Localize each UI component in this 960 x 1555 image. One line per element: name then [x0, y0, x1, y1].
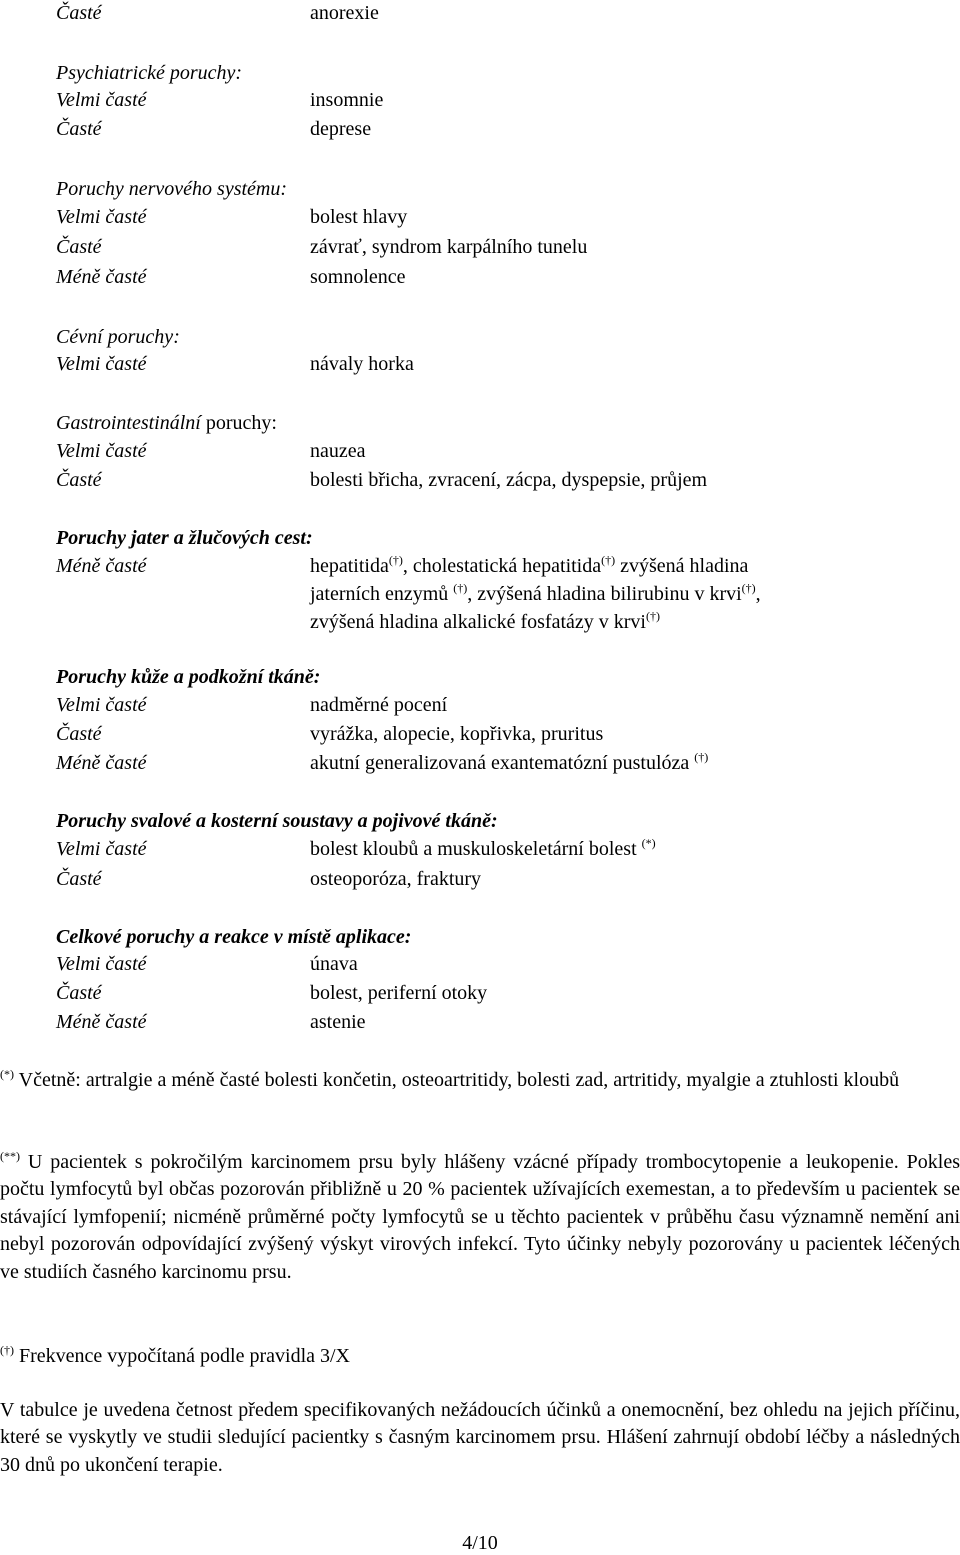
dagger-mark: (†)	[645, 609, 660, 623]
row	[0, 89, 960, 119]
freq-label: Velmi časté	[56, 206, 147, 228]
effect-text: somnolence	[310, 266, 406, 288]
row	[0, 266, 960, 296]
effect-text: anorexie	[310, 2, 379, 24]
row	[0, 1011, 960, 1041]
freq-label: Časté	[56, 236, 102, 258]
freq-label: Časté	[56, 469, 102, 491]
effect-text: bolest hlavy	[310, 206, 408, 228]
row	[0, 953, 960, 983]
effect-text: osteoporóza, fraktury	[310, 868, 482, 890]
row	[0, 555, 960, 585]
section-heading	[0, 926, 960, 956]
effect-text: insomnie	[310, 89, 384, 111]
text-part: akutní generalizovaná exantematózní pustulóza	[310, 752, 695, 774]
dagger-mark: (†)	[388, 553, 403, 567]
footnote-star-text: Včetně: artralgie a méně časté bolesti končetin, osteoartritidy, bolesti zad, artritidy, myalgie a ztuhlosti kloubů	[14, 1069, 900, 1091]
text-part: jaterních enzymů	[310, 583, 454, 605]
row	[0, 723, 960, 753]
section-heading	[0, 412, 960, 442]
footnote-star	[0, 1067, 960, 1094]
freq-label: Časté	[56, 868, 102, 890]
heading-gastro	[56, 412, 277, 435]
effect-text: astenie	[310, 1011, 366, 1033]
star-mark: (*)	[641, 836, 656, 850]
text-part: , cholestatická hepatitida	[402, 555, 602, 577]
freq-label: Velmi časté	[56, 694, 147, 716]
footnote-dstar	[0, 1149, 960, 1286]
freq-label: Méně časté	[56, 1011, 147, 1033]
footnote-dagger-text: Frekvence vypočítaná podle pravidla 3/X	[14, 1345, 350, 1367]
heading-nerv: Poruchy nervového systému:	[56, 178, 288, 200]
freq-label: Velmi časté	[56, 838, 147, 860]
section-heading	[0, 666, 960, 696]
row	[0, 583, 960, 613]
heading-psych: Psychiatrické poruchy:	[56, 62, 243, 84]
heading-celkove: Celkové poruchy a reakce v místě aplikace:	[56, 926, 412, 948]
dagger-mark: (†)	[601, 553, 616, 567]
freq-label: Méně časté	[56, 555, 147, 577]
row	[0, 353, 960, 383]
freq-label: Méně časté	[56, 266, 147, 288]
row	[0, 752, 960, 782]
section-heading	[0, 326, 960, 356]
star-mark: (*)	[0, 1067, 14, 1081]
freq-label: Časté	[56, 118, 102, 140]
heading-gastro-italic: Gastrointestinální	[56, 412, 206, 434]
heading-svalove: Poruchy svalové a kosterní soustavy a pojivové tkáně:	[56, 810, 498, 832]
freq-label: Méně časté	[56, 752, 147, 774]
page-number: 4/10	[462, 1532, 498, 1554]
text-part: bolest kloubů a muskuloskeletární bolest	[310, 838, 642, 860]
freq-label: Velmi časté	[56, 440, 147, 462]
text-part: zvýšená hladina	[615, 555, 749, 577]
footnote-dagger	[0, 1343, 960, 1370]
row	[0, 982, 960, 1012]
section-heading	[0, 527, 960, 557]
heading-cevni: Cévní poruchy:	[56, 326, 180, 348]
text-part: hepatitida	[310, 555, 389, 577]
text-part: zvýšená hladina alkalické fosfatázy v krvi	[310, 611, 646, 633]
effect-text: vyrážka, alopecie, kopřivka, pruritus	[310, 723, 604, 745]
freq-label: Časté	[56, 982, 102, 1004]
effect-text: nadměrné pocení	[310, 694, 448, 716]
heading-gastro-rest: poruchy:	[205, 412, 277, 434]
heading-jater: Poruchy jater a žlučových cest:	[56, 527, 313, 549]
summary-paragraph: V tabulce je uvedena četnost předem specifikovaných nežádoucích účinků a onemocnění, bez ohledu na jejich příčinu, které se vyskytly ve studii sledující pacientky s časným karcinomem prsu. Hlášení zahrnují období léčby a následných 30 dnů po ukončení terapie.	[0, 1399, 960, 1476]
row	[0, 118, 960, 148]
footnote-dstar-text: U pacientek s pokročilým karcinomem prsu byly hlášeny vzácné případy trombocytopenie a leukopenie. Pokles počtu lymfocytů byl občas pozorován přibližně u 20 % pacientek užívajících exemestan, a to především u pacientek se stávající lymfopenií; nicméně průměrné počty lymfocytů se u těchto pacientek v průběhu času významně nemění ani nebyl pozorován odpovídající zvýšený výskyt virových infekcí. Tyto účinky nebyly pozorovány u pacientek léčených ve studiích časného karcinomu prsu.	[0, 1151, 960, 1283]
row	[0, 694, 960, 724]
row	[0, 838, 960, 868]
row	[0, 206, 960, 236]
heading-kuze: Poruchy kůže a podkožní tkáně:	[56, 666, 321, 688]
effect-text: nauzea	[310, 440, 366, 462]
row	[0, 611, 960, 641]
freq-label: Časté	[56, 2, 102, 24]
effect-text: závrať, syndrom karpálního tunelu	[310, 236, 588, 258]
freq-label: Velmi časté	[56, 89, 147, 111]
effect-text	[310, 838, 656, 861]
row	[0, 440, 960, 470]
freq-label: Časté	[56, 723, 102, 745]
effect-text	[310, 555, 748, 578]
dagger-mark: (†)	[694, 750, 709, 764]
row	[0, 469, 960, 499]
section-heading	[0, 178, 960, 208]
row	[0, 868, 960, 898]
dagger-mark: (†)	[0, 1343, 14, 1357]
dagger-mark: (†)	[741, 581, 756, 595]
effect-text: návaly horka	[310, 353, 414, 375]
effect-text: bolesti břicha, zvracení, zácpa, dyspepsie, průjem	[310, 469, 708, 491]
effect-text: únava	[310, 953, 358, 975]
freq-label: Velmi časté	[56, 953, 147, 975]
row	[0, 236, 960, 266]
row-anorexie	[0, 2, 960, 32]
text-part: , zvýšená hladina bilirubinu v krvi	[467, 583, 742, 605]
effect-text	[310, 583, 761, 606]
section-heading	[0, 810, 960, 840]
text-part: ,	[755, 583, 761, 605]
freq-label: Velmi časté	[56, 353, 147, 375]
dagger-mark: (†)	[453, 581, 468, 595]
effect-text: bolest, periferní otoky	[310, 982, 488, 1004]
effect-text	[310, 611, 660, 634]
dstar-mark: (**)	[0, 1149, 20, 1163]
effect-text: deprese	[310, 118, 372, 140]
effect-text	[310, 752, 708, 775]
section-heading	[0, 62, 960, 92]
